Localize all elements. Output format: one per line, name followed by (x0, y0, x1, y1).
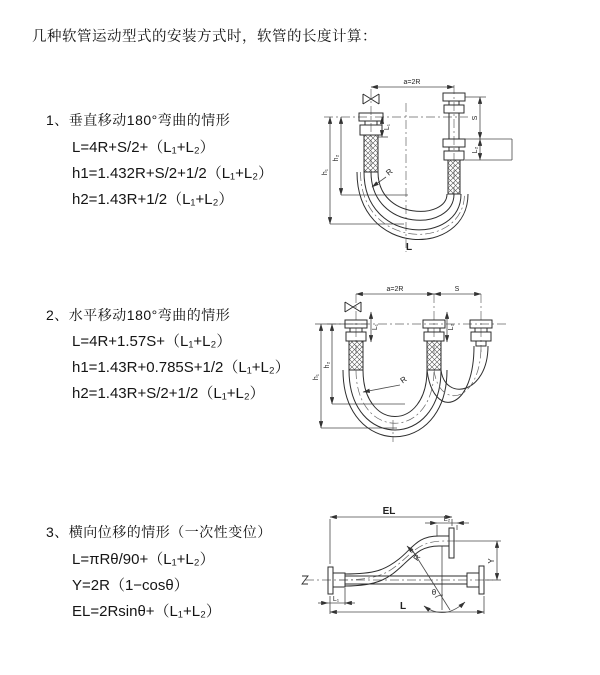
dim-label-y: Y (487, 558, 496, 564)
section-2-heading: 2、水平移动180°弯曲的情形 (46, 307, 231, 323)
dimension-lines (318, 517, 501, 614)
dim-label-l2: L₂ (472, 146, 479, 154)
formula-line: h1=1.43R+0.785S+1/2（L₁+L₂） (72, 359, 290, 376)
flange-left (328, 567, 345, 594)
dim-label-a2r: a=2R (386, 286, 404, 293)
section-3-formulas (72, 547, 221, 625)
dim-label-l1: L₁ (384, 123, 391, 131)
section-3-heading: 3、横向位移的情形（一次性变位） (46, 524, 272, 540)
dim-label-s: S (454, 286, 460, 293)
hose-s-curve (345, 528, 454, 586)
formula-line: h2=1.43R+1/2（L₁+L₂） (72, 191, 234, 208)
section-2-formulas (72, 329, 290, 407)
formula-line: Y=2R（1−cosθ） (72, 577, 189, 594)
dim-label-r: R (398, 374, 409, 386)
hose-curves-position-1 (343, 370, 447, 437)
dim-label-h1: h₁ (322, 168, 329, 176)
dim-label-theta: θ (431, 588, 437, 597)
formula-line: L=4R+1.57S+（L₁+L₂） (72, 333, 232, 350)
dim-label-a2r: a=2R (403, 79, 421, 86)
dim-label-h2: h₂ (324, 361, 331, 369)
dim-label-el: EL (382, 506, 396, 517)
dim-label-l1: L₁ (332, 596, 340, 603)
pipe-assembly-left (359, 94, 383, 172)
dimension-lines (330, 87, 512, 224)
dim-label-l2: L₂ (448, 323, 455, 331)
pipe-assembly-middle (423, 320, 445, 370)
dim-label-r: R (411, 552, 423, 563)
flange-upper (449, 528, 454, 558)
formula-line: L=4R+S/2+（L₁+L₂） (72, 139, 215, 156)
dim-label-h2: h₂ (333, 154, 340, 162)
dim-label-l1: L₁ (372, 323, 379, 331)
section-1-formulas (72, 135, 273, 213)
valve-icon (345, 302, 361, 312)
pipe-assembly-left (345, 320, 367, 370)
formula-line: EL=2Rsinθ+（L₁+L₂） (72, 603, 221, 620)
dim-label-r: R (384, 166, 395, 178)
formula-line: L=πRθ/90+（L₁+L₂） (72, 551, 215, 568)
dimension-lines (315, 294, 481, 428)
dim-label-h1: h₁ (313, 373, 320, 381)
dim-label-l: L (405, 242, 413, 253)
diagram-lateral-displacement (297, 502, 597, 640)
dim-label-s: S (472, 115, 479, 121)
page-title: 几种软管运动型式的安装方式时，软管的长度计算： (32, 29, 377, 45)
dim-label-l: L (399, 601, 407, 612)
section-1-heading: 1、垂直移动180°弯曲的情形 (46, 112, 231, 128)
diagram-vertical-180-bend (308, 73, 595, 259)
formula-line: h1=1.432R+S/2+1/2（L₁+L₂） (72, 165, 274, 182)
formula-line: h2=1.43R+S/2+1/2（L₁+L₂） (72, 385, 265, 402)
dim-label-l2: L₂ (443, 516, 451, 523)
diagram-horizontal-180-bend (307, 282, 595, 467)
